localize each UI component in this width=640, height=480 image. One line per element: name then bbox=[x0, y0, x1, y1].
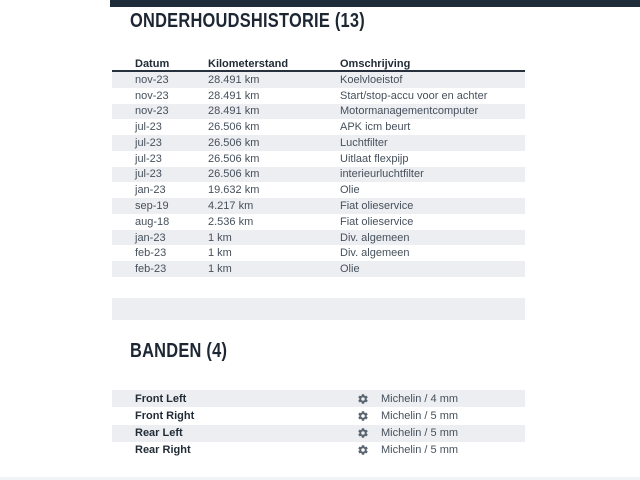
maintenance-table bbox=[112, 58, 525, 277]
table-row bbox=[112, 214, 525, 230]
cell-km: 26.506 km bbox=[208, 168, 260, 181]
table-row bbox=[112, 135, 525, 151]
cell-description: Start/stop-accu voor en achter bbox=[340, 89, 488, 102]
cell-date: nov-23 bbox=[135, 73, 169, 86]
cell-date: jul-23 bbox=[135, 152, 162, 165]
cell-description: Luchtfilter bbox=[340, 136, 388, 149]
cell-description: Olie bbox=[340, 263, 360, 276]
cell-km: 26.506 km bbox=[208, 136, 260, 149]
cell-km: 1 km bbox=[208, 263, 232, 276]
cell-km: 1 km bbox=[208, 231, 232, 244]
cell-date: feb-23 bbox=[135, 263, 167, 276]
table-row bbox=[112, 119, 525, 135]
tire-position-label: Rear Left bbox=[135, 427, 183, 440]
cell-date: jul-23 bbox=[135, 168, 162, 181]
section-divider-band bbox=[112, 298, 525, 320]
column-header-description: Omschrijving bbox=[340, 58, 411, 70]
cell-date: jan-23 bbox=[135, 184, 166, 197]
cell-date: feb-23 bbox=[135, 247, 167, 260]
tire-value: Michelin / 5 mm bbox=[381, 444, 459, 457]
gear-icon bbox=[357, 410, 381, 422]
cell-date: nov-23 bbox=[135, 89, 169, 102]
cell-description: Div. algemeen bbox=[340, 231, 410, 244]
cell-km: 28.491 km bbox=[208, 73, 260, 86]
cell-description: interieurluchtfilter bbox=[340, 168, 424, 181]
table-row bbox=[112, 151, 525, 167]
cell-date: jan-23 bbox=[135, 231, 166, 244]
cell-description: Fiat olieservice bbox=[340, 200, 414, 212]
maintenance-table-header bbox=[112, 58, 525, 72]
cell-date: aug-18 bbox=[135, 215, 170, 228]
tire-value: Michelin / 5 mm bbox=[381, 409, 459, 422]
tires-section-title bbox=[130, 340, 249, 363]
tire-row bbox=[112, 442, 525, 459]
tire-row bbox=[112, 425, 525, 442]
tire-row bbox=[112, 407, 525, 424]
table-row bbox=[112, 245, 525, 261]
tire-position-label: Rear Right bbox=[135, 444, 191, 457]
cell-km: 28.491 km bbox=[208, 89, 260, 102]
cell-date: jul-23 bbox=[135, 136, 162, 149]
tires-table bbox=[112, 390, 525, 459]
gear-icon bbox=[357, 427, 381, 439]
cell-km: 26.506 km bbox=[208, 121, 260, 134]
gear-icon bbox=[357, 393, 381, 405]
cell-date: nov-23 bbox=[135, 105, 169, 118]
top-accent-bar bbox=[110, 0, 640, 7]
cell-km: 4.217 km bbox=[208, 200, 254, 212]
tire-row bbox=[112, 390, 525, 407]
table-row bbox=[112, 182, 525, 198]
cell-km: 1 km bbox=[208, 247, 232, 260]
tire-position-label: Front Right bbox=[135, 409, 195, 422]
cell-km: 28.491 km bbox=[208, 105, 260, 118]
table-row bbox=[112, 230, 525, 246]
maintenance-section-title bbox=[130, 10, 417, 33]
column-header-date: Datum bbox=[135, 58, 170, 70]
cell-date: sep-19 bbox=[135, 200, 169, 212]
table-row bbox=[112, 104, 525, 120]
cell-description: Motormanagementcomputer bbox=[340, 105, 479, 118]
cell-km: 19.632 km bbox=[208, 184, 260, 197]
column-header-km: Kilometerstand bbox=[208, 58, 289, 70]
cell-description: APK icm beurt bbox=[340, 121, 411, 134]
cell-km: 26.506 km bbox=[208, 152, 260, 165]
cell-description: Koelvloeistof bbox=[340, 73, 403, 86]
cell-date: jul-23 bbox=[135, 121, 162, 134]
table-row bbox=[112, 261, 525, 277]
table-row bbox=[112, 198, 525, 214]
maintenance-section-title-text: ONDERHOUDSHISTORIE (13) bbox=[130, 10, 365, 32]
tire-value: Michelin / 4 mm bbox=[381, 392, 459, 405]
table-row bbox=[112, 88, 525, 104]
gear-icon bbox=[357, 444, 381, 456]
tires-section-title-text: BANDEN (4) bbox=[130, 340, 228, 362]
maintenance-table-body bbox=[112, 72, 525, 277]
table-row bbox=[112, 167, 525, 183]
cell-km: 2.536 km bbox=[208, 215, 254, 228]
tire-position-label: Front Left bbox=[135, 392, 187, 405]
cell-description: Div. algemeen bbox=[340, 247, 410, 260]
cell-description: Olie bbox=[340, 184, 360, 197]
table-row bbox=[112, 72, 525, 88]
tire-value: Michelin / 5 mm bbox=[381, 427, 459, 440]
cell-description: Uitlaat flexpijp bbox=[340, 152, 409, 165]
cell-description: Fiat olieservice bbox=[340, 215, 414, 228]
